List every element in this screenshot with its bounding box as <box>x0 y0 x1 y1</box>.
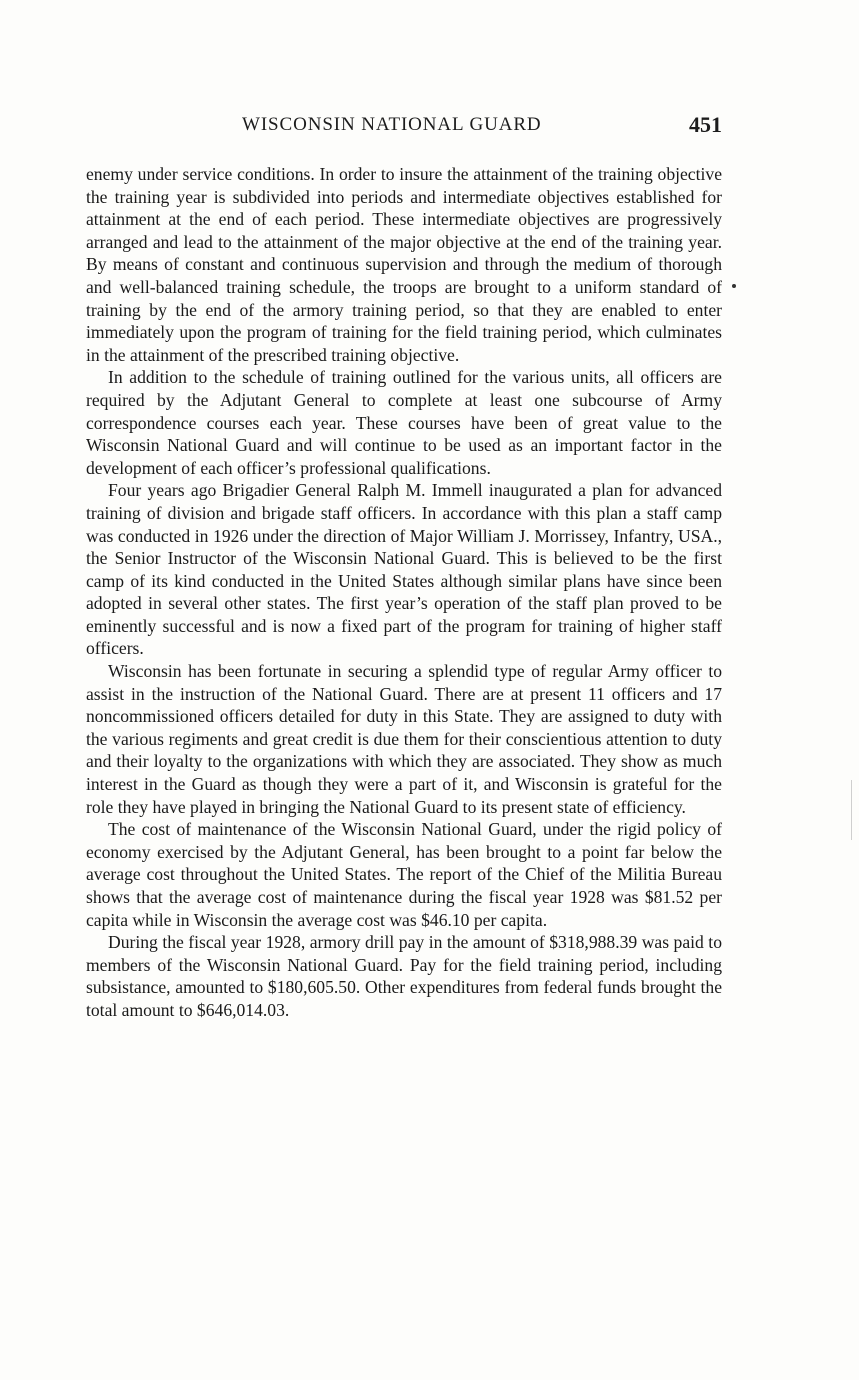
paragraph-continued: enemy under service conditions. In order to insure the attainment of the training objective the training year is subdivided into periods and intermediate objectives established for attainment at the end of each period. These intermediate objectives are progressively arranged and lead to the attainment of the major objective at the end of the training year. By means of constant and continuous supervision and through the medium of thorough and well-balanced training schedule, the troops are brought to a uniform standard of training by the end of the armory training period, so that they are enabled to enter immediately upon the program of training for the field training period, which culminates in the attainment of the prescribed training objective. <box>86 164 722 365</box>
ink-speck <box>732 284 736 288</box>
page-number: 451 <box>689 112 722 137</box>
paragraph-staff-training: Four years ago Brigadier General Ralph M. Immell inaugurated a plan for advanced training of division and brigade staff officers. In accordance with this plan a staff camp was conducted in 1926 under the direction of Major William J. Morrissey, Infantry, USA., the Senior Instructor of the Wisconsin National Guard. This is believed to be the first camp of its kind conducted in the United States although similar plans have since been adopted in several other states. The first year’s operation of the staff plan proved to be eminently successful and is now a fixed part of the program for training of higher staff officers. <box>86 480 722 659</box>
running-head: WISCONSIN NATIONAL GUARD <box>242 114 542 135</box>
page-header <box>86 112 722 142</box>
body-text <box>86 163 722 1022</box>
paragraph-regular-army-officers: Wisconsin has been fortunate in securing a splendid type of regular Army officer to assist in the instruction of the National Guard. There are at present 11 officers and 17 noncommissioned officers detailed for duty in this State. They are assigned to duty with the various regiments and great credit is due them for their conscientious attention to duty and their loyalty to the organizations with which they are associated. They show as much interest in the Guard as though they were a part of it, and Wisconsin is grateful for the role they have played in bringing the National Guard to its present state of efficiency. <box>86 661 722 817</box>
paragraph-drill-pay: During the fiscal year 1928, armory drill pay in the amount of $318,988.39 was paid to members of the Wisconsin National Guard. Pay for the field training period, including subsistance, amounted to $180,605.50. Other expenditures from federal funds brought the total amount to $646,014.03. <box>86 932 722 1020</box>
paragraph-maintenance-cost: The cost of maintenance of the Wisconsin National Guard, under the rigid policy of economy exercised by the Adjutant General, has been brought to a point far below the average cost throughout the United States. The report of the Chief of the Militia Bureau shows that the average cost of maintenance during the fiscal year 1928 was $81.52 per capita while in Wisconsin the average cost was $46.10 per capita. <box>86 819 722 930</box>
margin-mark <box>851 780 852 840</box>
paragraph-correspondence-courses: In addition to the schedule of training outlined for the various units, all officers are required by the Adjutant General to complete at least one subcourse of Army correspondence courses each year. These courses have been of great value to the Wisconsin National Guard and will continue to be used as an important factor in the development of each officer’s professional qualifications. <box>86 367 722 478</box>
